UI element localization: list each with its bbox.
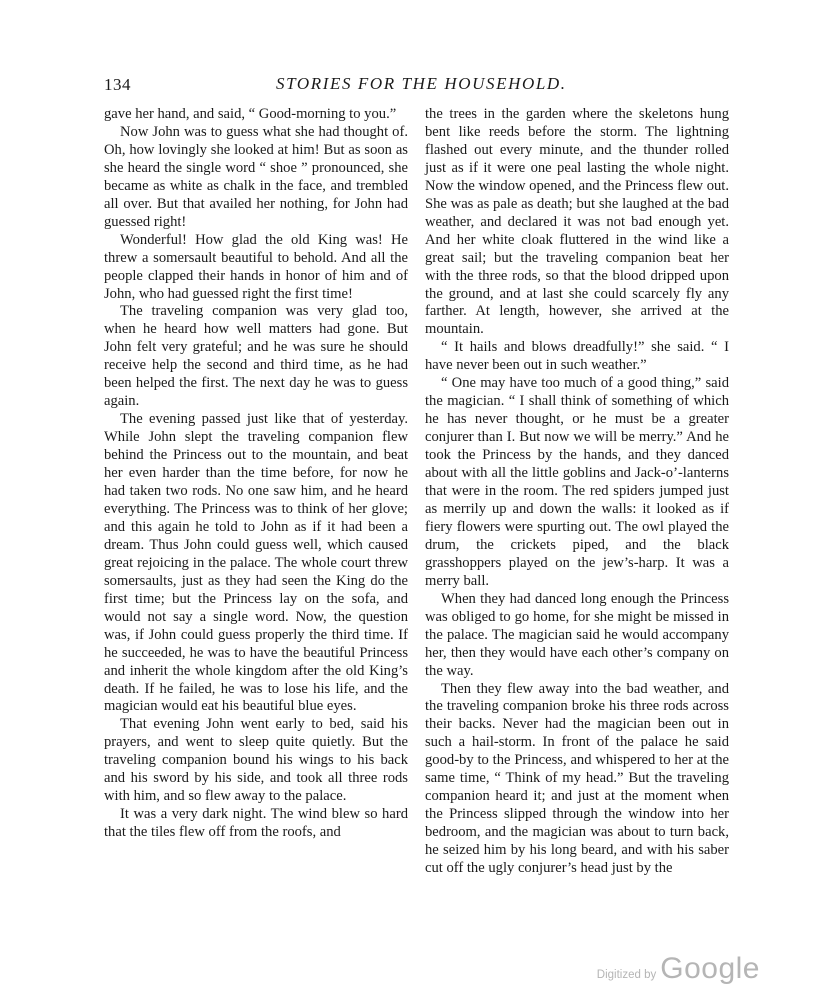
right-text-column [425, 106, 729, 878]
paragraph: “ It hails and blows dreadfully!” she said. “ I have never been out in such weather.” [425, 339, 729, 374]
paragraph: “ One may have too much of a good thing,” said the magician. “ I shall think of something of which he has never thought, or he must be a greater conjurer than I. But now we will be merry.” And he took the Princess by the hands, and they danced about with all the little goblins and Jack-o’-lanterns that were in the room. The red spiders jumped just as merrily up and down the walls: it looked as if fiery flowers were spurting out. The owl played the drum, the crickets piped, and the black grasshoppers played on the jew’s-harp. It was a merry ball. [425, 375, 729, 589]
google-logo: Google [660, 952, 760, 985]
paragraph: Wonderful! How glad the old King was! He threw a somersault beautiful to behold. And all the people clapped their hands in honor of him and of John, who had guessed right the first time! [104, 231, 408, 302]
paragraph: The evening passed just like that of yesterday. While John slept the traveling companion flew behind the Princess out to the mountain, and beat her even harder than the time before, for now he had taken two rods. No one saw him, and he heard everything. The Princess was to think of her glove; and this again he told to John as if it had been a dream. Thus John could guess well, which caused great rejoicing in the palace. The whole court threw somersaults, just as they had seen the King do the first time; but the Princess lay on the sofa, and would not say a single word. Now, the question was, if John could guess properly the third time. If he succeeded, he was to have the beautiful Princess and inherit the whole kingdom after the old King’s death. If he failed, he was to lose his life, and the magician would eat his beautiful blue eyes. [104, 411, 408, 715]
paragraph: It was a very dark night. The wind blew so hard that the tiles flew off from the roofs, and [104, 806, 408, 841]
paragraph: Then they flew away into the bad weather, and the traveling companion broke his three rods across their backs. Never had the magician been out in such a hail-storm. In front of the palace he said good-by to the Princess, and whispered to her at the same time, “ Think of my head.” But the traveling companion heard it; and just at the moment when the Princess slipped through the window into her bedroom, and the magician was about to turn back, he seized him by his long beard, and with his saber cut off the ugly conjurer’s head just by the [425, 680, 729, 877]
digitized-watermark [597, 952, 760, 986]
watermark-prefix: Digitized by [596, 969, 657, 981]
running-title: STORIES FOR THE HOUSEHOLD. [276, 74, 567, 93]
paragraph: Now John was to guess what she had thought of. Oh, how lovingly she looked at him! But as soon as she heard the single word “ shoe ” pronounced, she became as white as chalk in the face, and trembled all over. But that availed her nothing, for John had guessed right! [104, 123, 408, 230]
paragraph: gave her hand, and said, “ Good-morning to you.” [104, 106, 397, 122]
paragraph: When they had danced long enough the Princess was obliged to go home, for she might be missed in the palace. The magician said he would accompany her, then they would have each other’s company on the way. [425, 590, 729, 679]
paragraph: The traveling companion was very glad too, when he heard how well matters had gone. But John felt very grateful; and he was sure he should receive help the second and third time, as he had been helped the first. The next day he was to guess again. [104, 303, 408, 410]
page-number: 134 [104, 75, 131, 94]
paragraph: That evening John went early to bed, said his prayers, and went to sleep quite quietly. But the traveling companion bound his wings to his back and his sword by his side, and took all three rods with him, and so flew away to the palace. [104, 716, 408, 805]
paragraph: the trees in the garden where the skeletons hung bent like reeds before the storm. The lightning flashed out every minute, and the thunder rolled just as if it were one peal lasting the whole night. Now the window opened, and the Princess flew out. She was as pale as death; but she laughed at the bad weather, and declared it was not bad enough yet. And her white cloak fluttered in the wind like a great sail; but the traveling companion beat her with the three rods, so that the blood dripped upon the ground, and at last she could scarcely fly any farther. At length, however, she arrived at the mountain. [425, 106, 729, 338]
left-text-column [104, 106, 408, 842]
